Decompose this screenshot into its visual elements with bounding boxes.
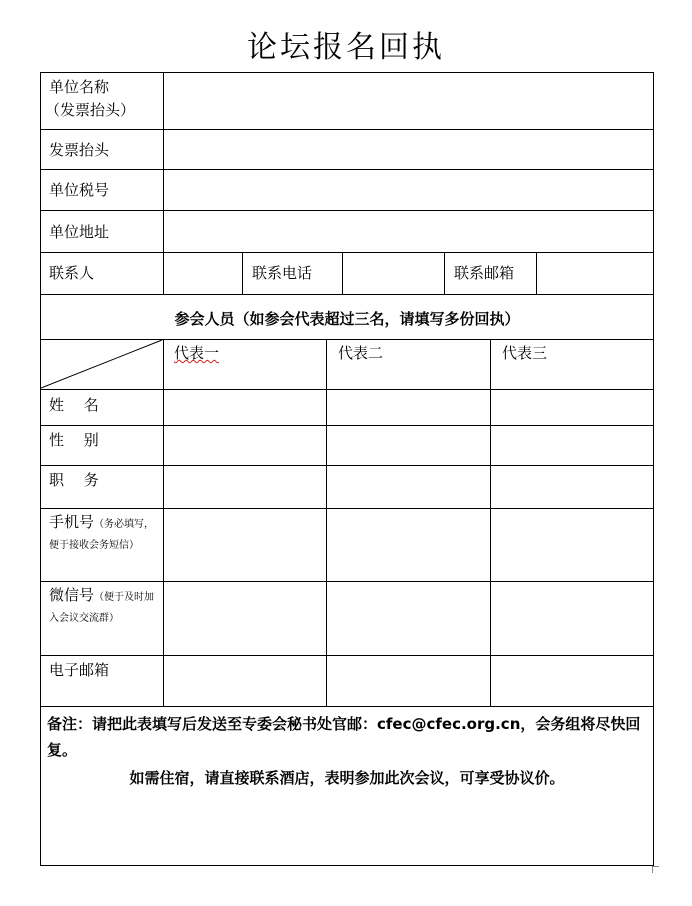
rep3-name-field[interactable] [491, 390, 653, 425]
rep2-email-field[interactable] [327, 656, 490, 706]
rep1-header [174, 343, 219, 363]
rep2-mobile-field[interactable] [327, 509, 490, 581]
rep1-wechat-field[interactable] [164, 582, 326, 655]
rep1-header-text: 代表一 [174, 344, 220, 362]
rep2-name-field[interactable] [327, 390, 490, 425]
rep1-position-field[interactable] [164, 466, 326, 508]
corner-mark [652, 866, 659, 873]
mobile-row-note: （务必填写，便于接收会务短信） [49, 519, 155, 551]
attendees-heading: 参会人员（如参会代表超过三名，请填写多份回执） [174, 310, 520, 328]
contact-email-label: 联系邮箱 [454, 264, 515, 282]
rep1-gender-field[interactable] [164, 426, 326, 465]
tax-number-field[interactable] [164, 170, 653, 210]
name-row-label: 姓 名 [49, 396, 99, 414]
invoice-title-field[interactable] [164, 130, 653, 169]
contact-phone-field[interactable] [343, 253, 444, 294]
address-label: 单位地址 [49, 223, 110, 241]
notes-line-2: 如需住宿，请直接联系酒店，表明参加此次会议，可享受协议价。 [129, 769, 565, 787]
contact-email-field[interactable] [537, 253, 653, 294]
unit-name-label: 单位名称 [49, 78, 110, 96]
position-row-text: 职 务 [49, 471, 99, 489]
invoice-title-label: 发票抬头 [49, 141, 110, 159]
gender-row-label: 性 别 [49, 431, 99, 449]
mobile-row-text: 手机号 [49, 513, 95, 531]
unit-name-field[interactable] [164, 73, 653, 129]
rep3-gender-field[interactable] [491, 426, 653, 465]
position-row-label [49, 470, 99, 490]
tax-number-label: 单位税号 [49, 181, 110, 199]
rep1-mobile-field[interactable] [164, 509, 326, 581]
rep3-position-field[interactable] [491, 466, 653, 508]
rep1-name-field[interactable] [164, 390, 326, 425]
unit-name-sublabel: （发票抬头） [45, 101, 136, 119]
mobile-row-label [49, 513, 161, 555]
rep3-mobile-field[interactable] [491, 509, 653, 581]
rep2-wechat-field[interactable] [327, 582, 490, 655]
notes-line-1: 备注：请把此表填写后发送至专委会秘书处官邮：cfec@cfec.org.cn，会务组将尽快回复。 [47, 715, 641, 759]
rep2-header: 代表二 [338, 344, 384, 362]
contact-phone-label: 联系电话 [252, 264, 313, 282]
wechat-row-text: 微信号 [49, 586, 95, 604]
email-row-label: 电子邮箱 [49, 661, 110, 679]
address-field[interactable] [164, 211, 653, 252]
wechat-row-label [49, 586, 161, 628]
rep3-email-field[interactable] [491, 656, 653, 706]
diagonal-header-cell [41, 339, 163, 389]
rep2-gender-field[interactable] [327, 426, 490, 465]
wechat-row-note: （便于及时加入会议交流群） [49, 592, 155, 624]
contact-person-label: 联系人 [49, 264, 95, 282]
page-title: 论坛报名回执 [247, 30, 445, 65]
contact-person-field[interactable] [164, 253, 242, 294]
rep3-header: 代表三 [502, 344, 548, 362]
registration-form [40, 72, 654, 866]
rep3-wechat-field[interactable] [491, 582, 653, 655]
rep2-position-field[interactable] [327, 466, 490, 508]
rep1-email-field[interactable] [164, 656, 326, 706]
